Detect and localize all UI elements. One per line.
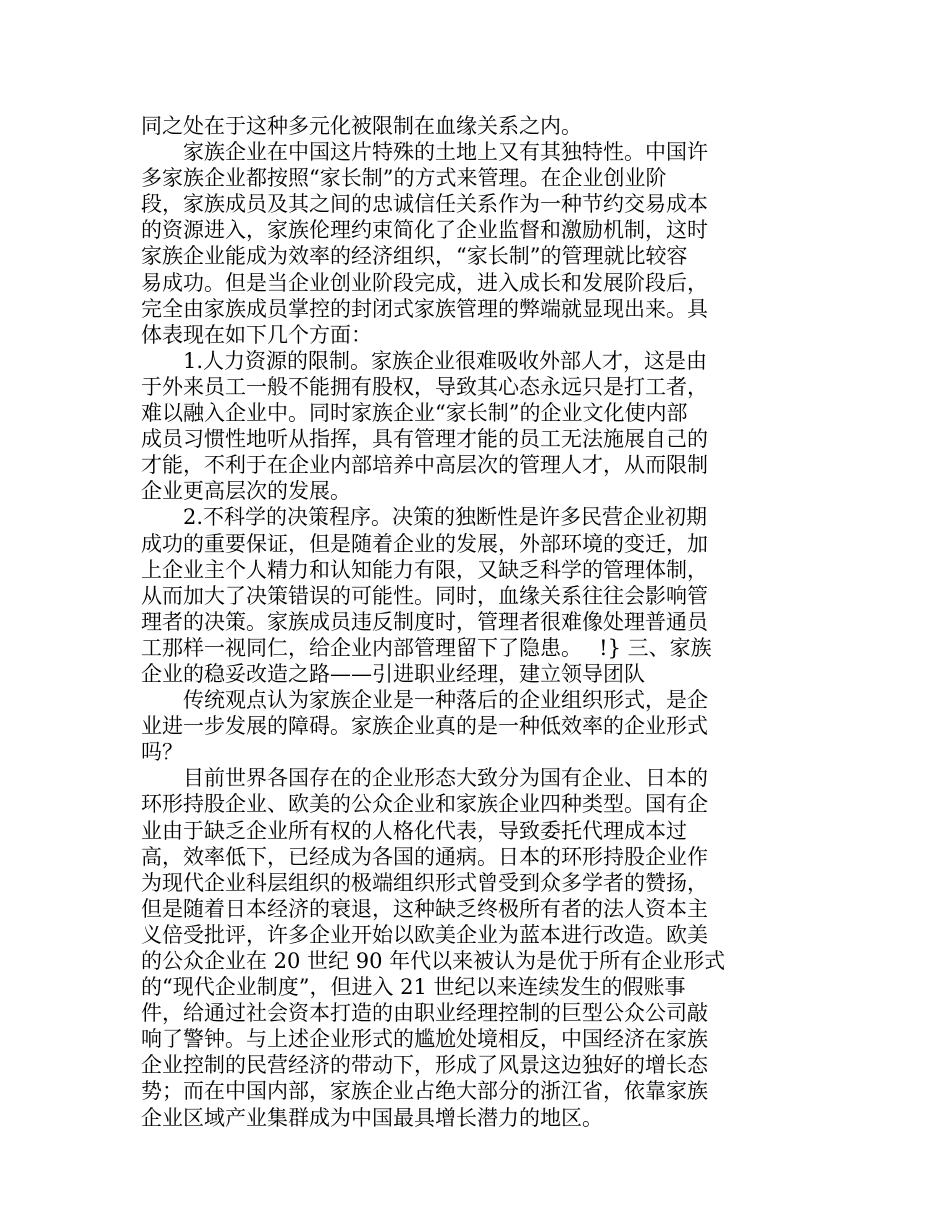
text-line: 从而加大了决策错误的可能性。同时，血缘关系往往会影响管 (141, 583, 708, 608)
text-line: 义倍受批评，许多企业开始以欧美企业为蓝本进行改造。欧美 (141, 922, 708, 947)
text-line: 高，效率低下，已经成为各国的通病。日本的环形持股企业作 (141, 844, 708, 869)
text-line: 家族企业在中国这片特殊的土地上又有其独特性。中国许 (141, 140, 708, 165)
text-line: 成员习惯性地听从指挥，具有管理才能的员工无法施展自己的 (141, 427, 708, 452)
text-line: 易成功。但是当企业创业阶段完成，进入成长和发展阶段后， (141, 270, 708, 295)
text-line: 多家族企业都按照“家长制”的方式来管理。在企业创业阶 (141, 166, 667, 191)
text-line: 体表现在如下几个方面： (141, 322, 372, 347)
text-line: 的资源进入，家族伦理约束简化了企业监督和激励机制，这时 (141, 218, 708, 243)
text-line: 业由于缺乏企业所有权的人格化代表，导致委托代理成本过 (141, 818, 687, 843)
text-line: 势；而在中国内部，家族企业占绝大部分的浙江省，依靠家族 (141, 1079, 708, 1104)
text-line: 响了警钟。与上述企业形式的尴尬处境相反，中国经济在家族 (141, 1027, 708, 1052)
text-line: 于外来员工一般不能拥有股权，导致其心态永远只是打工者， (141, 374, 708, 399)
text-line: 家族企业能成为效率的经济组织，“家长制”的管理就比较容 (141, 244, 688, 269)
text-line: 完全由家族成员掌控的封闭式家族管理的弊端就显现出来。具 (141, 296, 708, 321)
text-line: 才能，不利于在企业内部培养中高层次的管理人才，从而限制 (141, 453, 708, 478)
text-line: 企业更高层次的发展。 (141, 479, 351, 504)
text-line: 上企业主个人精力和认知能力有限，又缺乏科学的管理体制， (141, 557, 708, 582)
text-line: 的“现代企业制度”，但进入 21 世纪以来连续发生的假账事 (141, 975, 686, 1000)
text-line: 为现代企业科层组织的极端组织形式曾受到众多学者的赞扬， (141, 870, 708, 895)
text-line: 吗？ (141, 740, 183, 765)
text-line: 1.人力资源的限制。家族企业很难吸收外部人才，这是由 (141, 348, 708, 373)
text-line: 段，家族成员及其之间的忠诚信任关系作为一种节约交易成本 (141, 192, 708, 217)
text-line: 2.不科学的决策程序。决策的独断性是许多民营企业初期 (141, 505, 708, 530)
text-line: 同之处在于这种多元化被限制在血缘关系之内。 (141, 114, 582, 138)
text-line: 工那样一视同仁，给企业内部管理留下了隐患。 !} 三、家族 (141, 635, 712, 660)
text-line: 企业区域产业集群成为中国最具增长潜力的地区。 (141, 1105, 603, 1130)
text-line: 目前世界各国存在的企业形态大致分为国有企业、日本的 (141, 766, 708, 791)
text-line: 成功的重要保证，但是随着企业的发展，外部环境的变迁，加 (141, 531, 708, 556)
text-line: 环形持股企业、欧美的公众企业和家族企业四种类型。国有企 (141, 792, 708, 817)
text-line: 理者的决策。家族成员违反制度时，管理者很难像处理普通员 (141, 609, 708, 634)
text-line: 的公众企业在 20 世纪 90 年代以来被认为是优于所有企业形式 (141, 949, 726, 973)
body-text (141, 113, 747, 1131)
text-line: 企业的稳妥改造之路——引进职业经理，建立领导团队 (141, 661, 645, 686)
text-line: 传统观点认为家族企业是一种落后的企业组织形式，是企 (141, 688, 708, 713)
text-line: 件，给通过社会资本打造的由职业经理控制的巨型公众公司敲 (141, 1001, 708, 1026)
text-line: 企业控制的民营经济的带动下，形成了风景这边独好的增长态 (141, 1053, 708, 1078)
text-line: 业进一步发展的障碍。家族企业真的是一种低效率的企业形式 (141, 714, 708, 739)
text-line: 难以融入企业中。同时家族企业“家长制”的企业文化使内部 (141, 401, 688, 426)
text-line: 但是随着日本经济的衰退，这种缺乏终极所有者的法人资本主 (141, 896, 708, 921)
